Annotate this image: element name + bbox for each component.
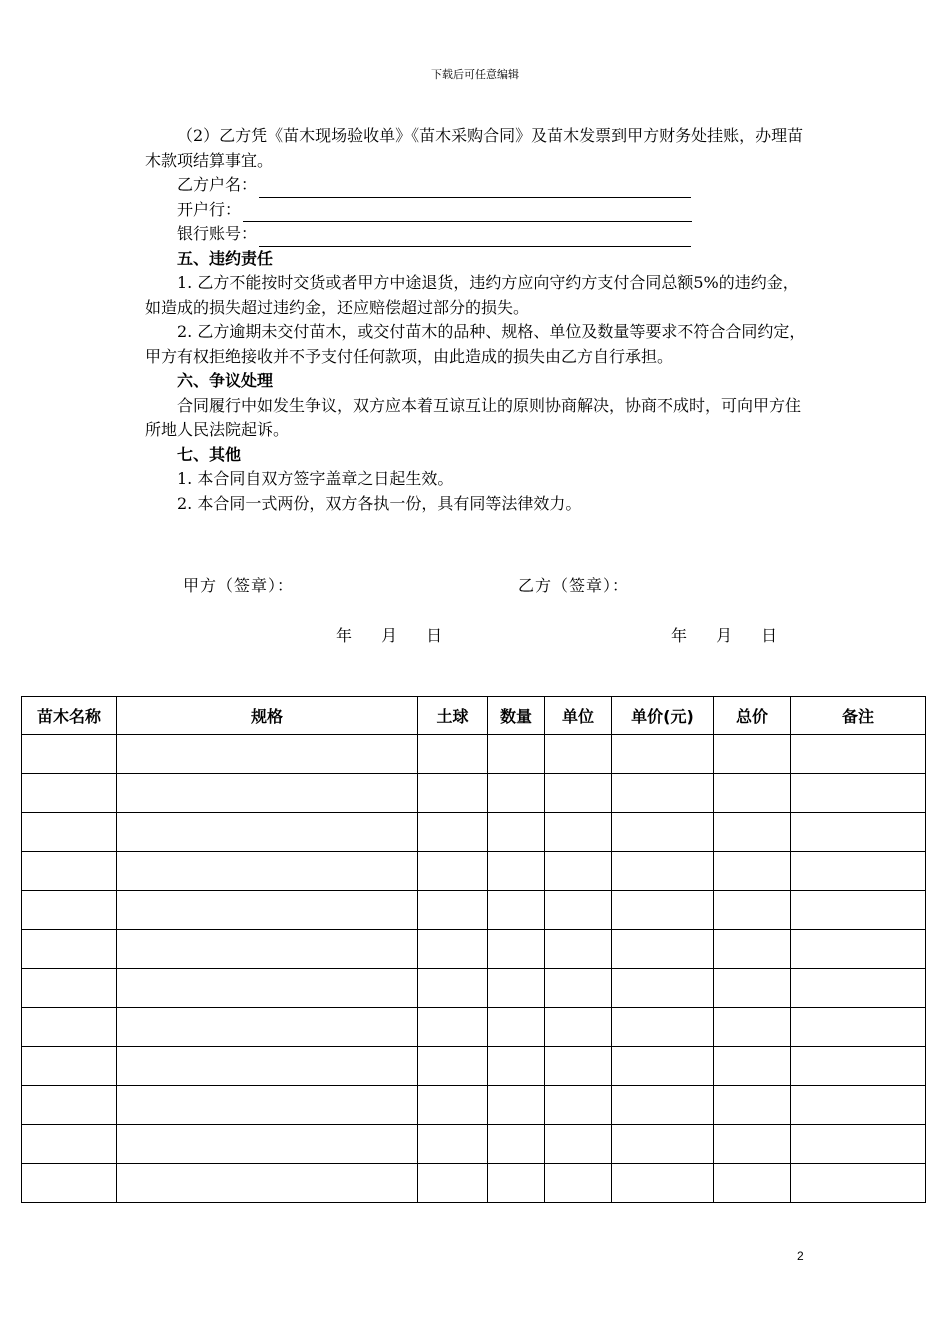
table-cell[interactable] bbox=[418, 1008, 488, 1047]
table-cell[interactable] bbox=[545, 891, 612, 930]
table-cell[interactable] bbox=[545, 1008, 612, 1047]
table-cell[interactable] bbox=[117, 852, 418, 891]
table-row bbox=[22, 1125, 926, 1164]
table-cell[interactable] bbox=[22, 1125, 117, 1164]
table-cell[interactable] bbox=[714, 1008, 791, 1047]
table-cell[interactable] bbox=[117, 969, 418, 1008]
table-cell[interactable] bbox=[22, 813, 117, 852]
table-cell[interactable] bbox=[791, 1008, 926, 1047]
table-cell[interactable] bbox=[22, 852, 117, 891]
table-cell[interactable] bbox=[22, 969, 117, 1008]
section5-item2: 2. 乙方逾期未交付苗木，或交付苗木的品种、规格、单位及数量等要求不符合合同约定，甲方有权拒绝接收并不予支付任何款项，由此造成的损失由乙方自行承担。 bbox=[145, 322, 806, 366]
table-cell[interactable] bbox=[488, 969, 545, 1008]
section6-text: 合同履行中如发生争议，双方应本着互谅互让的原则协商解决，协商不成时，可向甲方住所地人民法院起诉。 bbox=[145, 395, 802, 439]
table-cell[interactable] bbox=[418, 1164, 488, 1203]
table-cell[interactable] bbox=[714, 1086, 791, 1125]
table-cell[interactable] bbox=[488, 1164, 545, 1203]
table-cell[interactable] bbox=[488, 891, 545, 930]
account-no-label: 银行账号： bbox=[177, 224, 258, 243]
table-cell[interactable] bbox=[714, 735, 791, 774]
table-cell[interactable] bbox=[22, 1047, 117, 1086]
party-b-signature: 乙方（签章）： bbox=[518, 576, 630, 595]
table-cell[interactable] bbox=[545, 1164, 612, 1203]
account-no-row bbox=[145, 222, 807, 247]
table-cell[interactable] bbox=[117, 1086, 418, 1125]
table-body bbox=[22, 735, 926, 1203]
table-cell[interactable] bbox=[714, 891, 791, 930]
table-cell[interactable] bbox=[791, 735, 926, 774]
table-cell[interactable] bbox=[418, 1086, 488, 1125]
col-header-unit-price: 单价(元) bbox=[612, 697, 714, 735]
table-cell[interactable] bbox=[488, 852, 545, 891]
table-cell[interactable] bbox=[714, 852, 791, 891]
table-row bbox=[22, 735, 926, 774]
table-cell[interactable] bbox=[714, 813, 791, 852]
col-header-quantity: 数量 bbox=[488, 697, 545, 735]
table-cell[interactable] bbox=[714, 774, 791, 813]
section6-title: 六、争议处理 bbox=[177, 371, 274, 390]
table-cell[interactable] bbox=[117, 774, 418, 813]
table-cell[interactable] bbox=[791, 774, 926, 813]
table-cell[interactable] bbox=[488, 1008, 545, 1047]
table-cell[interactable] bbox=[791, 930, 926, 969]
table-cell[interactable] bbox=[714, 1125, 791, 1164]
table-cell[interactable] bbox=[791, 813, 926, 852]
table-cell[interactable] bbox=[488, 774, 545, 813]
table-cell[interactable] bbox=[22, 735, 117, 774]
party-a-date: 年 月 日 bbox=[336, 626, 443, 645]
table-row bbox=[22, 774, 926, 813]
table-cell[interactable] bbox=[612, 1086, 714, 1125]
table-cell[interactable] bbox=[612, 891, 714, 930]
section5-item1: 1. 乙方不能按时交货或者甲方中途退货，违约方应向守约方支付合同总额5%的违约金，如造成的损失超过违约金，还应赔偿超过部分的损失。 bbox=[145, 273, 799, 317]
table-cell[interactable] bbox=[612, 813, 714, 852]
section7-item2: 2. 本合同一式两份，双方各执一份，具有同等法律效力。 bbox=[177, 493, 582, 513]
table-row bbox=[22, 1164, 926, 1203]
table-cell[interactable] bbox=[791, 891, 926, 930]
table-cell[interactable] bbox=[545, 735, 612, 774]
table-cell[interactable] bbox=[612, 969, 714, 1008]
settlement-paragraph: （2）乙方凭《苗木现场验收单》《苗木采购合同》及苗木发票到甲方财务处挂账，办理苗木款项结算事宜。 bbox=[145, 126, 804, 170]
table-cell[interactable] bbox=[22, 774, 117, 813]
table-cell[interactable] bbox=[488, 735, 545, 774]
table-row bbox=[22, 1086, 926, 1125]
account-no-blank bbox=[259, 228, 691, 247]
table-cell[interactable] bbox=[612, 852, 714, 891]
table-cell[interactable] bbox=[488, 930, 545, 969]
table-cell[interactable] bbox=[714, 1047, 791, 1086]
table-row bbox=[22, 1047, 926, 1086]
table-cell[interactable] bbox=[612, 735, 714, 774]
table-cell[interactable] bbox=[418, 930, 488, 969]
table-cell[interactable] bbox=[22, 930, 117, 969]
table-cell[interactable] bbox=[612, 1125, 714, 1164]
section7-item1: 1. 本合同自双方签字盖章之日起生效。 bbox=[177, 469, 454, 488]
table-cell[interactable] bbox=[117, 1008, 418, 1047]
col-header-unit: 单位 bbox=[545, 697, 612, 735]
table-cell[interactable] bbox=[488, 1125, 545, 1164]
table-cell[interactable] bbox=[612, 1047, 714, 1086]
table-cell[interactable] bbox=[117, 813, 418, 852]
table-cell[interactable] bbox=[791, 852, 926, 891]
table-cell[interactable] bbox=[418, 774, 488, 813]
table-cell[interactable] bbox=[22, 1086, 117, 1125]
table-cell[interactable] bbox=[545, 969, 612, 1008]
table-cell[interactable] bbox=[117, 735, 418, 774]
table-cell[interactable] bbox=[117, 1125, 418, 1164]
table-row bbox=[22, 852, 926, 891]
seedling-table bbox=[21, 696, 926, 1203]
table-cell[interactable] bbox=[418, 852, 488, 891]
table-row bbox=[22, 930, 926, 969]
table-cell[interactable] bbox=[545, 1086, 612, 1125]
table-cell[interactable] bbox=[418, 1047, 488, 1086]
table-cell[interactable] bbox=[117, 1047, 418, 1086]
page-number: 2 bbox=[797, 1249, 804, 1263]
table-cell[interactable] bbox=[545, 930, 612, 969]
table-row bbox=[22, 1008, 926, 1047]
table-cell[interactable] bbox=[545, 774, 612, 813]
table-cell[interactable] bbox=[22, 1164, 117, 1203]
table-cell[interactable] bbox=[418, 969, 488, 1008]
contract-body bbox=[145, 124, 807, 516]
col-header-spec: 规格 bbox=[117, 697, 418, 735]
table-cell[interactable] bbox=[488, 1047, 545, 1086]
table-cell[interactable] bbox=[117, 891, 418, 930]
bank-label: 开户行： bbox=[177, 199, 242, 219]
table-cell[interactable] bbox=[791, 1125, 926, 1164]
account-name-row bbox=[145, 173, 807, 198]
table-cell[interactable] bbox=[791, 1047, 926, 1086]
col-header-name: 苗木名称 bbox=[22, 697, 117, 735]
table-cell[interactable] bbox=[488, 1086, 545, 1125]
table-header-row bbox=[22, 697, 926, 735]
table-row bbox=[22, 969, 926, 1008]
party-a-signature: 甲方（签章）： bbox=[183, 576, 295, 595]
table-cell[interactable] bbox=[714, 1164, 791, 1203]
table-cell[interactable] bbox=[418, 891, 488, 930]
table-cell[interactable] bbox=[791, 969, 926, 1008]
account-name-label: 乙方户名： bbox=[177, 175, 258, 194]
table-cell[interactable] bbox=[418, 813, 488, 852]
table-row bbox=[22, 891, 926, 930]
table-cell[interactable] bbox=[612, 1008, 714, 1047]
bank-blank bbox=[243, 203, 692, 222]
table-cell[interactable] bbox=[488, 813, 545, 852]
table-cell[interactable] bbox=[545, 1047, 612, 1086]
table-cell[interactable] bbox=[117, 1164, 418, 1203]
account-name-blank bbox=[259, 179, 691, 198]
table-cell[interactable] bbox=[545, 852, 612, 891]
table-cell[interactable] bbox=[791, 1086, 926, 1125]
table-cell[interactable] bbox=[714, 969, 791, 1008]
party-b-date: 年 月 日 bbox=[671, 626, 778, 645]
table-cell[interactable] bbox=[612, 930, 714, 969]
table-cell[interactable] bbox=[22, 1008, 117, 1047]
table-cell[interactable] bbox=[545, 1125, 612, 1164]
table-cell[interactable] bbox=[714, 930, 791, 969]
bank-row bbox=[145, 198, 807, 223]
table-cell[interactable] bbox=[791, 1164, 926, 1203]
table-cell[interactable] bbox=[545, 813, 612, 852]
table-cell[interactable] bbox=[612, 774, 714, 813]
table-cell[interactable] bbox=[418, 1125, 488, 1164]
col-header-rootball: 土球 bbox=[418, 697, 488, 735]
table-cell[interactable] bbox=[418, 735, 488, 774]
table-cell[interactable] bbox=[117, 930, 418, 969]
table-row bbox=[22, 813, 926, 852]
table-cell[interactable] bbox=[612, 1164, 714, 1203]
table-cell[interactable] bbox=[22, 891, 117, 930]
col-header-remarks: 备注 bbox=[791, 697, 926, 735]
header-note: 下载后可任意编辑 bbox=[431, 68, 519, 81]
section7-title: 七、其他 bbox=[177, 444, 242, 464]
col-header-total: 总价 bbox=[714, 697, 791, 735]
section5-title: 五、违约责任 bbox=[177, 248, 274, 268]
